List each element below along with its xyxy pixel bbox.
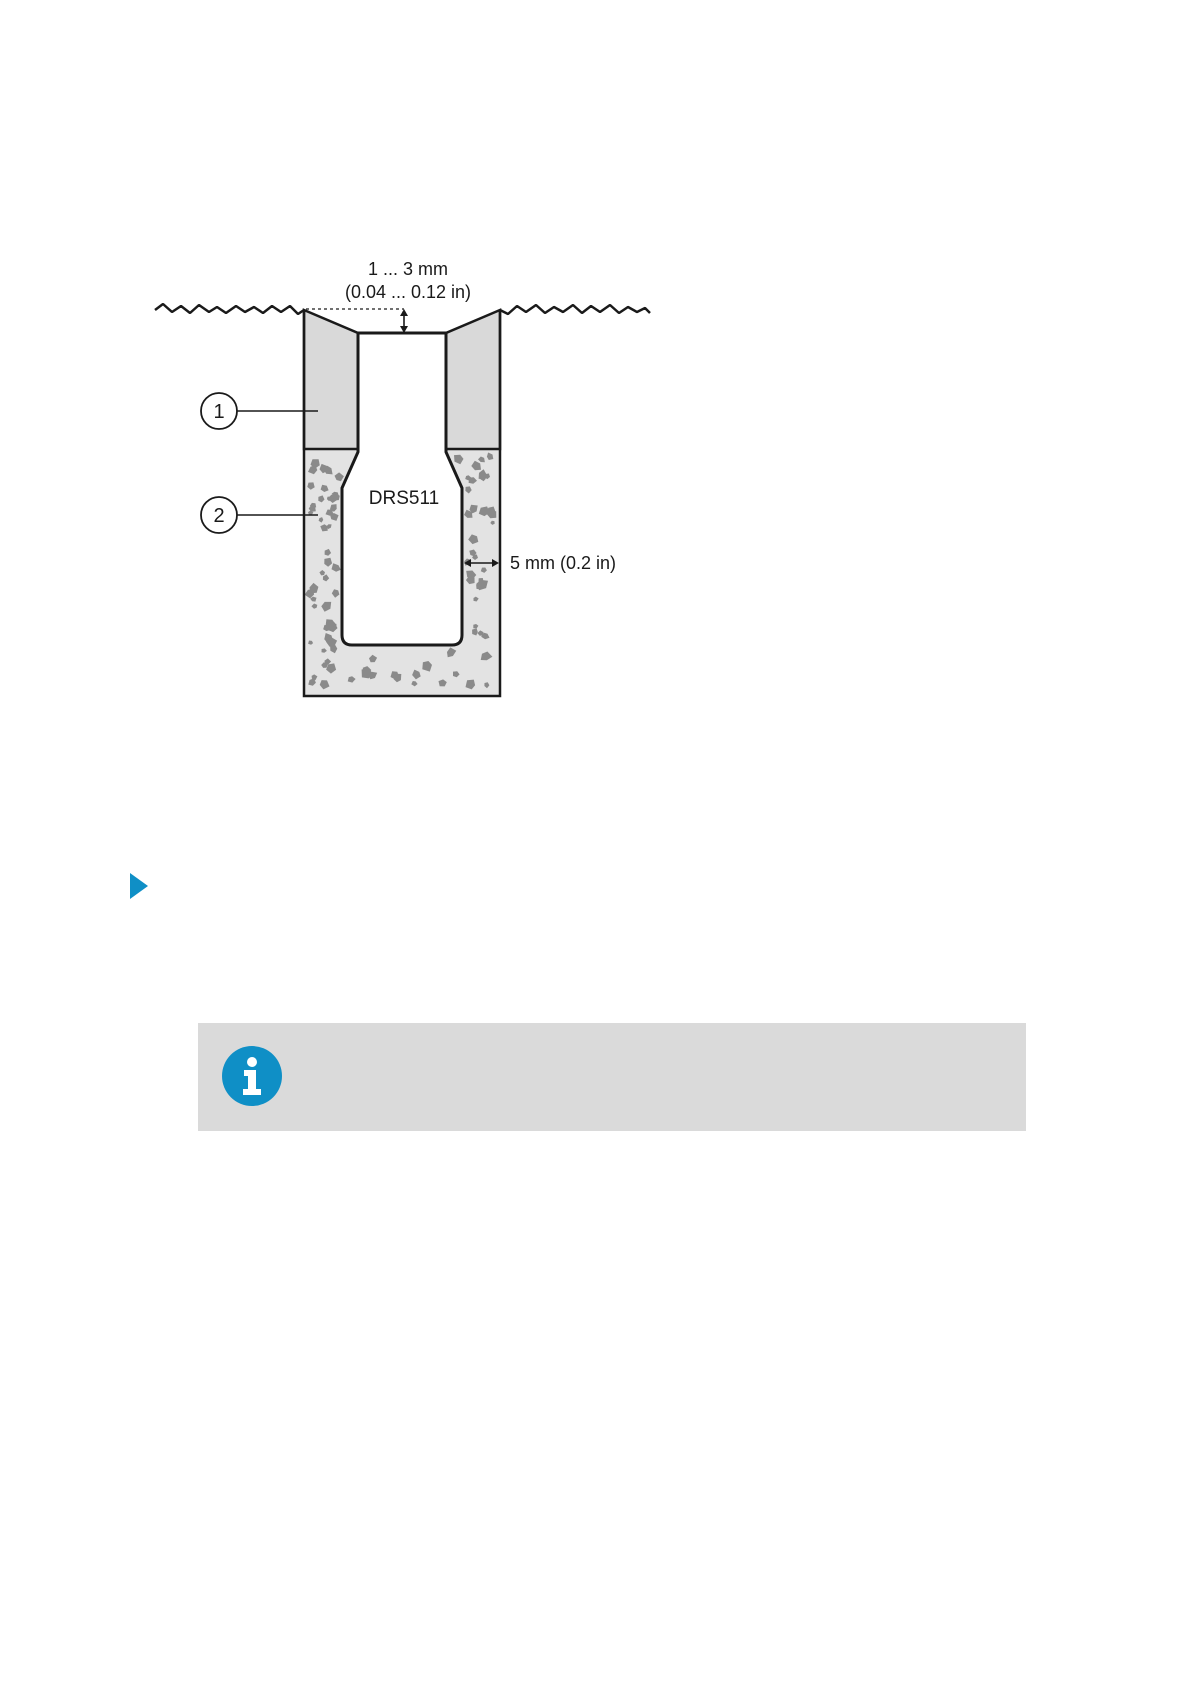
dim-top-line2: (0.04 ... 0.12 in): [344, 282, 472, 302]
sealant-right: [446, 310, 500, 449]
dim-top-line1: 1 ... 3 mm: [367, 259, 449, 279]
triangle-right-icon: [130, 873, 148, 899]
callout-2-number: 2: [213, 505, 225, 527]
sealant-left: [304, 310, 358, 449]
top-arrow-head-up: [400, 309, 408, 316]
info-icon: [221, 1045, 283, 1107]
sensor-label: DRS511: [368, 488, 440, 509]
ground-surface-left: [155, 304, 304, 314]
dim-side: 5 mm (0.2 in): [510, 553, 617, 573]
callout-1-number: 1: [213, 401, 225, 423]
ground-surface-right: [500, 305, 650, 314]
note-box: [198, 1023, 1026, 1131]
installation-diagram: [0, 0, 1191, 760]
